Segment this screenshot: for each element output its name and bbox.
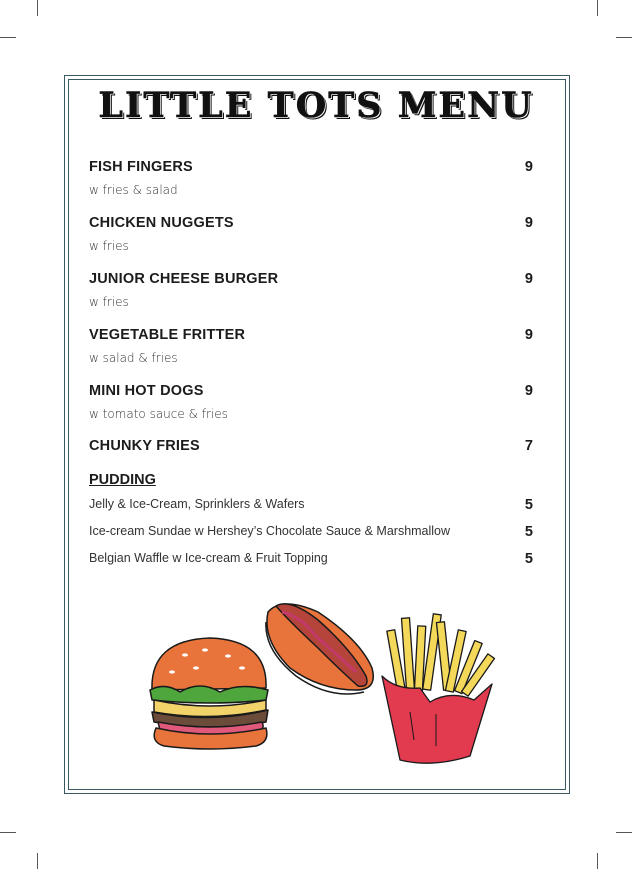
pudding-price: 5 (524, 524, 533, 540)
pudding-name: Ice-cream Sundae w Hershey’s Chocolate Sauce & Marshmallow (89, 524, 451, 538)
pudding-heading: PUDDING (89, 472, 156, 488)
pudding-name: Belgian Waffle w Ice-cream & Fruit Topping (89, 551, 328, 565)
hot-dog-icon (266, 604, 373, 694)
item-name: MINI HOT DOGS (89, 383, 204, 399)
item-description: w fries (89, 295, 129, 309)
pudding-price: 5 (524, 497, 533, 513)
fries-icon (382, 614, 494, 763)
item-price: 9 (524, 271, 533, 287)
item-price: 7 (524, 438, 533, 454)
item-price: 9 (524, 159, 533, 175)
item-price: 9 (524, 215, 533, 231)
item-name: JUNIOR CHEESE BURGER (89, 271, 279, 287)
item-name: CHUNKY FRIES (89, 438, 200, 454)
item-name: FISH FINGERS (89, 159, 193, 175)
item-name: VEGETABLE FRITTER (89, 327, 246, 343)
item-price: 9 (524, 327, 533, 343)
item-name: CHICKEN NUGGETS (89, 215, 234, 231)
item-description: w fries & salad (89, 183, 178, 197)
item-price: 9 (524, 383, 533, 399)
item-description: w tomato sauce & fries (89, 407, 228, 421)
menu-title: LITTLE TOTS MENU (98, 85, 534, 126)
pudding-name: Jelly & Ice-Cream, Sprinklers & Wafers (89, 497, 305, 511)
item-description: w salad & fries (89, 351, 178, 365)
burger-icon (150, 638, 268, 749)
pudding-price: 5 (524, 551, 533, 567)
item-description: w fries (89, 239, 129, 253)
